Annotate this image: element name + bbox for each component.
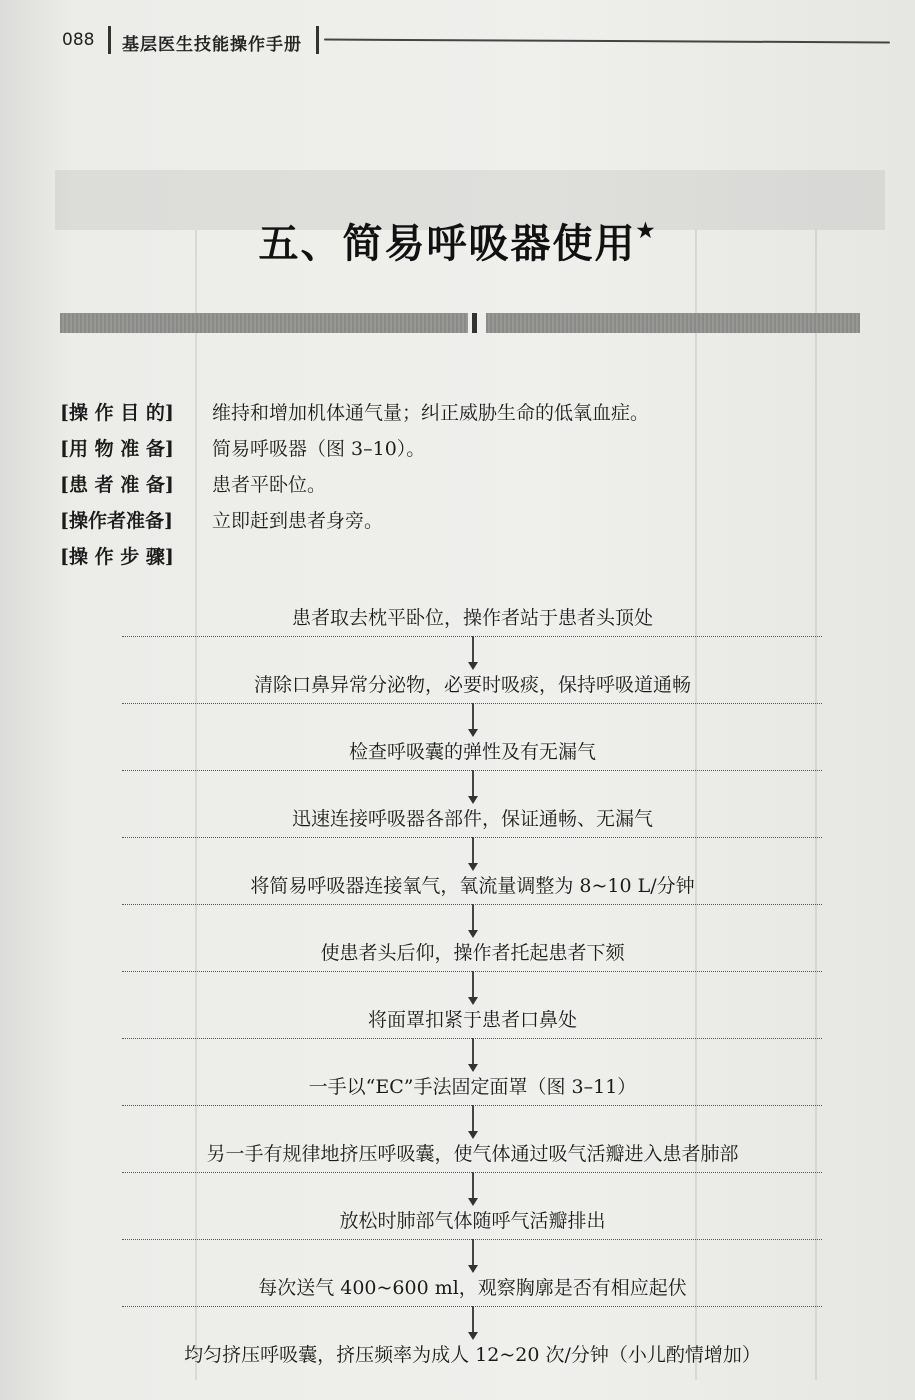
info-label: [操 作 步 骤]	[60, 546, 174, 568]
flow-step: 将简易呼吸器连接氧气，氧流量调整为 8~10 L/分钟	[250, 875, 695, 897]
flow-arrow-icon	[468, 930, 478, 938]
flow-arrow-icon	[468, 729, 478, 737]
flow-step: 使患者头后仰，操作者托起患者下颏	[320, 942, 625, 964]
flow-arrow-icon	[468, 863, 478, 871]
info-label: [患 者 准 备]	[60, 474, 174, 496]
info-value: 简易呼吸器（图 3–10）。	[212, 438, 426, 460]
flow-step: 将面罩扣紧于患者口鼻处	[367, 1009, 577, 1031]
flow-step: 检查呼吸囊的弹性及有无漏气	[348, 741, 596, 763]
flow-step: 患者取去枕平卧位，操作者站于患者头顶处	[291, 607, 653, 629]
flow-arrow-line	[472, 703, 474, 731]
flow-arrow-icon	[468, 1131, 478, 1139]
info-value: 立即赶到患者身旁。	[212, 510, 384, 532]
flow-step: 每次送气 400~600 ml，观察胸廓是否有相应起伏	[258, 1277, 687, 1299]
flow-arrow-line	[472, 904, 474, 932]
flow-arrow-line	[472, 837, 474, 865]
flow-step: 另一手有规律地挤压呼吸囊，使气体通过吸气活瓣进入患者肺部	[206, 1143, 739, 1165]
info-value: 维持和增加机体通气量；纠正威胁生命的低氧血症。	[212, 402, 650, 424]
flow-arrow-icon	[468, 1198, 478, 1206]
flow-arrow-icon	[468, 662, 478, 670]
flow-arrow-line	[472, 1239, 474, 1267]
book-title: 基层医生技能操作手册	[122, 35, 302, 55]
flow-step: 放松时肺部气体随呼气活瓣排出	[339, 1210, 606, 1232]
flow-step: 迅速连接呼吸器各部件，保证通畅、无漏气	[291, 808, 653, 830]
section-title-text: 五、简易呼吸器使用	[258, 220, 637, 267]
info-label: [用 物 准 备]	[60, 438, 174, 460]
flow-arrow-line	[472, 1172, 474, 1200]
flow-arrow-line	[472, 971, 474, 999]
flow-arrow-line	[472, 1105, 474, 1133]
flow-arrow-line	[472, 1038, 474, 1066]
flow-arrow-icon	[468, 997, 478, 1005]
flow-arrow-icon	[468, 796, 478, 804]
flow-arrow-line	[472, 1306, 474, 1334]
star-icon: ★	[636, 218, 657, 242]
info-label: [操作者准备]	[60, 510, 173, 532]
flow-arrow-line	[472, 770, 474, 798]
info-label: [操 作 目 的]	[60, 402, 174, 424]
info-value: 患者平卧位。	[212, 474, 327, 496]
flow-step: 一手以“EC”手法固定面罩（图 3–11）	[308, 1076, 637, 1098]
flow-arrow-icon	[468, 1064, 478, 1072]
flow-arrow-icon	[468, 1265, 478, 1273]
flow-arrow-line	[472, 636, 474, 664]
flow-step: 清除口鼻异常分泌物，必要时吸痰，保持呼吸道通畅	[253, 674, 691, 696]
flow-step: 均匀挤压呼吸囊，挤压频率为成人 12~20 次/分钟（小儿酌情增加）	[184, 1344, 761, 1366]
page-number: 088	[62, 30, 95, 50]
flow-arrow-icon	[468, 1332, 478, 1340]
